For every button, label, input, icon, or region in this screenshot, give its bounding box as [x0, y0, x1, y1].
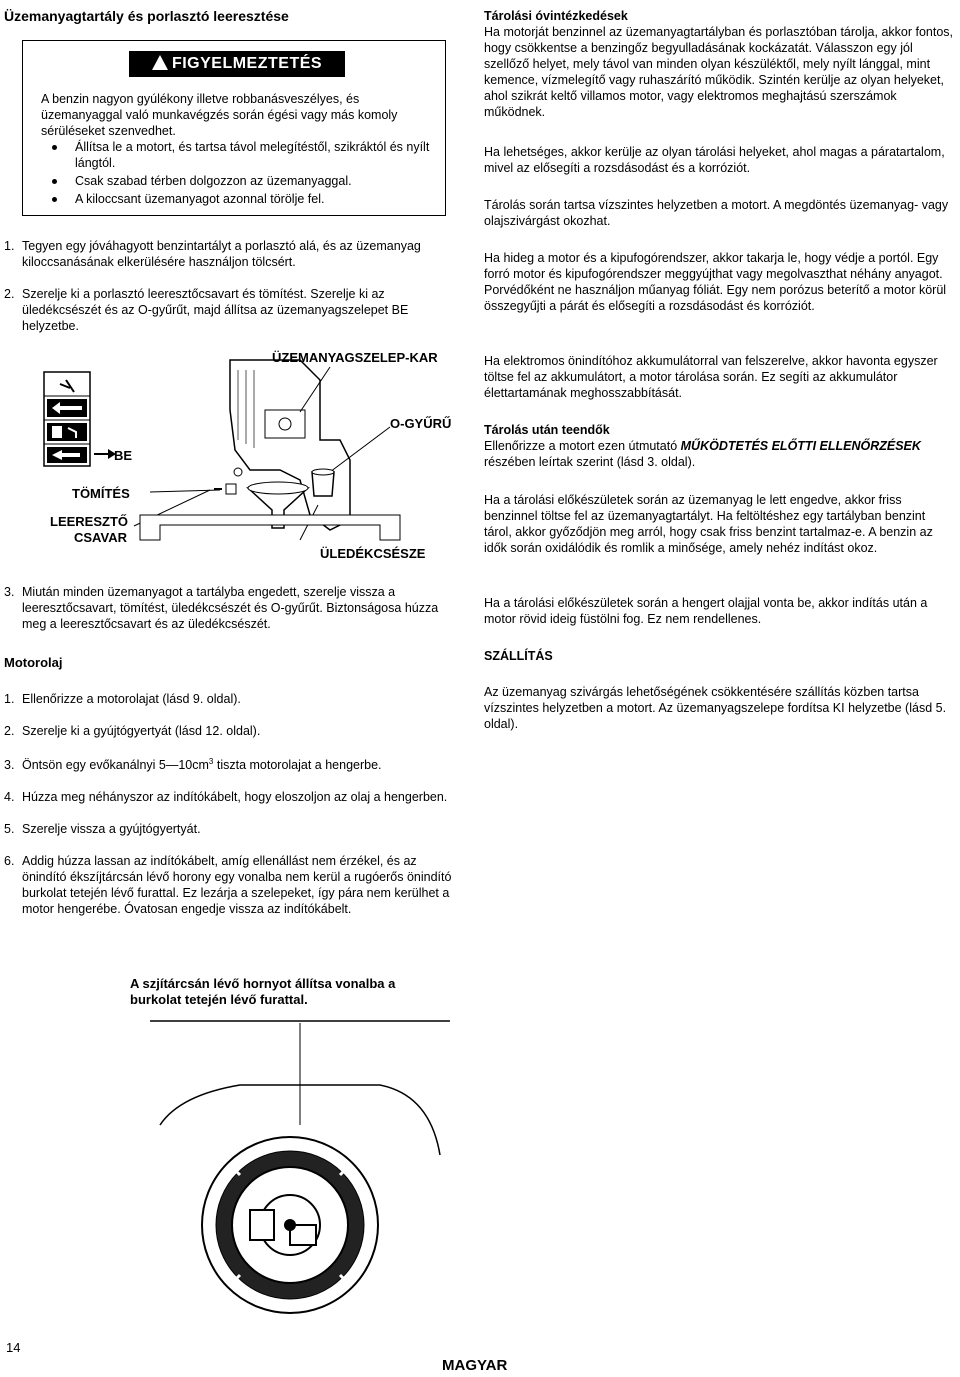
step-item	[4, 238, 424, 270]
figure2-caption: A szjítárcsán lévő hornyot állítsa vonalba a burkolat tetején lévő furattal.	[130, 976, 396, 1007]
label-sediment-cup: ÜLEDÉKCSÉSZE	[320, 546, 426, 561]
step-number: 1.	[4, 239, 15, 253]
step-text: Ellenőrizze a motorolajat (lásd 9. oldal).	[22, 692, 241, 706]
paragraph: Tárolás során tartsa vízszintes helyzetben a motort. A megdöntés üzemanyag- vagy olajszivárgást okozhat.	[484, 198, 949, 228]
oil-heading: Motorolaj	[4, 655, 63, 670]
step-number: 5.	[4, 822, 15, 836]
label-fuel-valve: ÜZEMANYAGSZELEP-KAR	[272, 350, 438, 365]
step-3	[4, 584, 454, 632]
language-label: MAGYAR	[442, 1357, 508, 1374]
label-on: BE	[114, 448, 133, 463]
step-text: Miután minden üzemanyagot a tartályba engedett, szerelje vissza a leeresztőcsavart, tömítést, üledékcsészét és O-gyűrűt. Biztonságosa húzza meg a leeresztőcsavart és az üledékcsészét.	[22, 585, 439, 631]
storage-precautions	[484, 8, 956, 120]
label-screw: CSAVAR	[74, 530, 127, 545]
after-storage	[484, 422, 956, 470]
step-item	[4, 723, 454, 739]
steps-list-1	[4, 238, 424, 334]
pulley-figure	[140, 1015, 460, 1315]
paragraph: Ha a tárolási előkészületek során a hengert olajjal vonta be, akkor indítás után a motor rövid ideig füstölni fog. Ez nem rendellenes.	[484, 596, 928, 626]
step-text: Addig húzza lassan az indítókábelt, amíg ellenállást nem érzékel, és az önindító ékszíjtárcsán lévő horony egy vonalba nem kerül a rugóerős önindító burkolat tetején lévő furattal. Ez lezárja a szelepeket, így pára nem kerülhet a motor hengerébe. Óvatosan engedje vissza az indítókábelt.	[22, 854, 452, 916]
warning-text	[41, 91, 441, 207]
paragraph: Ha lehetséges, akkor kerülje az olyan tárolási helyeket, ahol magas a páratartalom, mivel az elősegíti a rozsdásodást és a korróziót.	[484, 145, 945, 175]
paragraph	[484, 438, 956, 470]
step-text: Szerelje vissza a gyújtógyertyát.	[22, 822, 201, 836]
paragraph: Ha hideg a motor és a kipufogórendszer, akkor takarja le, hogy védje a portól. Egy forró motor és kipufogórendszer meggyújthat vagy megolvaszthat néhány anyagot. Porvédőként ne használjon műanyag fóliát. Egy nem porózus beterítő a motor körül összegyűjti a párát és elősegíti a rozsdásodást és korróziót.	[484, 251, 947, 313]
warning-box	[22, 40, 446, 216]
step-text: Szerelje ki a gyújtógyertyát (lásd 12. oldal).	[22, 724, 261, 738]
page-number: 14	[6, 1340, 21, 1355]
step-text: Öntsön egy evőkanálnyi 5—10cm	[22, 758, 209, 772]
emphasis-text: MŰKÖDTETÉS ELŐTTI ELLENŐRZÉSEK	[680, 439, 921, 453]
text-run: Ellenőrizze a motort ezen útmutató	[484, 439, 681, 453]
warning-bullet: Állítsa le a motort, és tartsa távol melegítéstől, szikráktól és nyílt lángtól.	[41, 139, 441, 171]
text-run: részében leírtak szerint (lásd 3. oldal).	[484, 455, 696, 469]
step-text: tiszta motorolajat a hengerbe.	[213, 758, 382, 772]
step-number: 4.	[4, 790, 15, 804]
step-number: 3.	[4, 585, 15, 599]
warning-bullet: A kiloccsant üzemanyagot azonnal törölje fel.	[41, 191, 441, 207]
step-number: 2.	[4, 287, 15, 301]
step-text: Szerelje ki a porlasztó leeresztőcsavart és tömítést. Szerelje ki az üledékcsészét és az O-gyűrűt, majd állítsa az üzemanyagszelepet BE helyzetbe.	[22, 287, 409, 333]
step-item	[4, 691, 454, 707]
step-item	[4, 757, 454, 773]
paragraph: Az üzemanyag szivárgás lehetőségének csökkentésére szállítás közben tartsa vízszintes helyzetben a motort. Az üzemanyagszelepe fordítsa KI helyzetbe (lásd 5. oldal).	[484, 685, 947, 731]
step-number: 6.	[4, 854, 15, 868]
warning-triangle-icon	[152, 55, 168, 70]
superscript: 3	[208, 756, 214, 766]
step-number: 2.	[4, 724, 15, 738]
warning-banner	[129, 51, 345, 77]
step-number: 3.	[4, 758, 15, 772]
warning-intro: A benzin nagyon gyúlékony illetve robbanásveszélyes, és üzemanyaggal való munkavégzés során égési vagy más komoly sérüléseket szenvedhet.	[41, 92, 398, 138]
section-heading: Üzemanyagtartály és porlasztó leeresztése	[4, 8, 289, 24]
step-number: 1.	[4, 692, 15, 706]
step-item	[4, 821, 454, 837]
paragraph: Ha elektromos önindítóhoz akkumulátorral van felszerelve, akkor havonta egyszer töltse fel az akkumulátort, a motor tárolása során. Ez segíti az akkumulátor élettartamának meghosszabbítását.	[484, 354, 938, 400]
step-item	[4, 584, 454, 632]
step-text: Húzza meg néhányszor az indítókábelt, hogy eloszoljon az olaj a hengerben.	[22, 790, 448, 804]
recoil-starter-drawing	[140, 1015, 460, 1315]
paragraph-title: Tárolási óvintézkedések	[484, 9, 628, 23]
warning-bullet: Csak szabad térben dolgozzon az üzemanyaggal.	[41, 173, 441, 189]
carburetor-figure	[0, 340, 470, 575]
paragraph-title: Tárolás után teendők	[484, 423, 610, 437]
transport-title: SZÁLLÍTÁS	[484, 649, 553, 663]
step-item	[4, 853, 454, 917]
oil-steps	[4, 691, 454, 917]
carburetor-drawing	[0, 340, 470, 575]
warning-banner-text: FIGYELMEZTETÉS	[171, 55, 323, 72]
step-item	[4, 789, 454, 805]
label-drain: LEERESZTŐ	[50, 514, 129, 529]
paragraph: Ha motorját benzinnel az üzemanyagtartályban és porlasztóban tárolja, akkor fontos, hogy csökkentse a benzingőz begyulladásának kockázatát. Válasszon egy jól szellőző helyet, mely távol van minden olyan készüléktől, mely nyílt lánggal, mint kemence, vízmelegítő vagy ruhaszárító működik. Szintén kerülje az olyan helyeket, ahol szikrát keltő villamos motor, vagy elektromos meghajtású szerszámok működnek.	[484, 25, 954, 119]
step-text: Tegyen egy jóváhagyott benzintartályt a porlasztó alá, és az üzemanyag kiloccsanásának elkerülésére használjon tölcsért.	[22, 239, 421, 269]
label-gasket: TÖMÍTÉS	[72, 486, 130, 501]
step-item	[4, 286, 424, 334]
label-o-ring: O-GYŰRŰ	[390, 416, 452, 431]
paragraph: Ha a tárolási előkészületek során az üzemanyag le lett engedve, akkor friss benzinnel töltse fel az üzemanyagtartályt. Ha feltöltéshez egy tartályban benzint tárol, akkor győződjön meg arról, hogy csak friss benzint tartalmaz-e. A benzin az idők során oxidálódik és romlik a minősége, amely nehéz indítást okoz.	[484, 493, 933, 555]
